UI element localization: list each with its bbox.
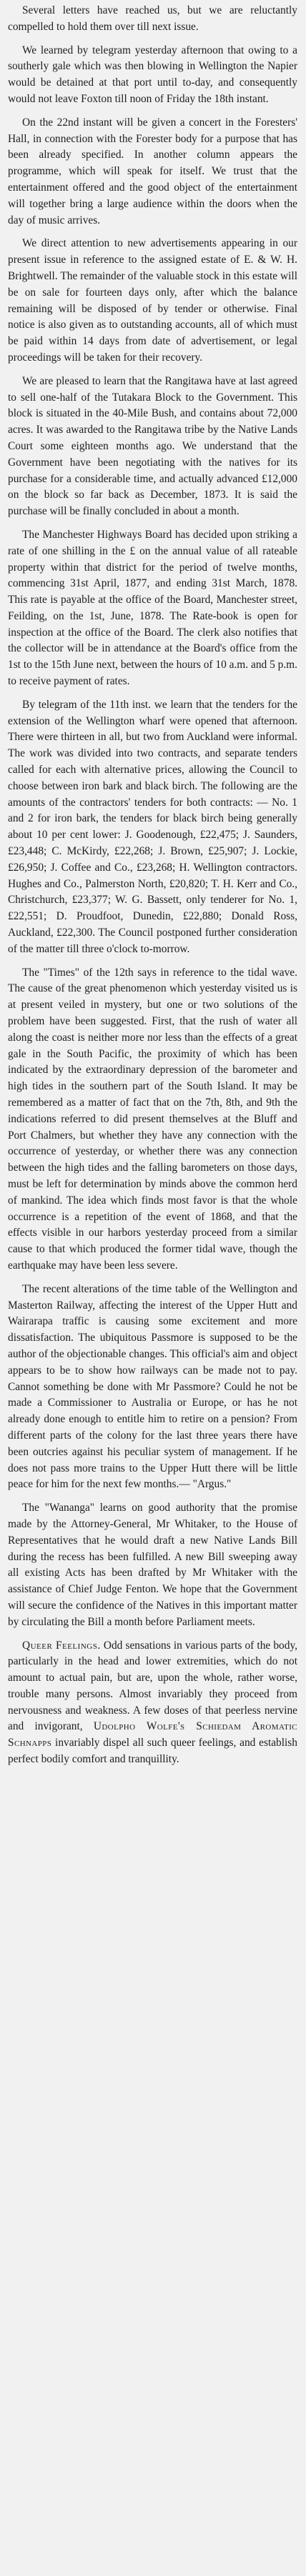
paragraph-railway-timetable: The recent alterations of the time table of the Wellington and Masterton Railway, affecting the interest of the Upper Hutt and Wairarapa traffic is causing some excitement and more dissatisfaction. The ubiquitous Passmore is supposed to be the author of the objectionable changes. This official's aim and object appears to be to show how railways can be made not to pay. Cannot something be done with Mr Passmore? Could he not be made a Commissioner to Australia or Europe, or has he not already done enough to entitle him to retire on a pension? From different parts of the colony for the last three years there have been outcries against his peculiar system of management. If he does not pass more trains to the Upper Hutt there will be little peace for him for the next few months.— "Argus.": [8, 1282, 297, 1491]
paragraph-napier-steamer: We learned by telegram yesterday afternoon that owing to a southerly gale which was then blowing in Wellington the Napier would be detained at that port until to-day, and consequently would not leave Foxton till noon of Friday the 18th instant.: [8, 44, 297, 105]
paragraph-wellington-wharf-tenders: By telegram of the 11th inst. we learn that the tenders for the extension of the Wellington wharf were opened that afternoon. There were thirteen in all, but two from Auckland were informal. The work was divided into two contracts, and separate tenders called for each with alternative prices, allowing the Council to choose between iron bark and black birch. The following are the amounts of the contractors' tenders for both contracts: — No. 1 and 2 for iron bark, the tenders for black birch being generally about 10 per cent lower: J. Goodenough, £22,475; J. Saunders, £23,448; C. McKirdy, £22,268; J. Brown, £25,907; J. Lockie, £26,950; J. Coffee and Co., £23,268; H. Wellington contractors. Hughes and Co., Palmerston North, £20,820; T. H. Kerr and Co., Christchurch, £23,377; W. G. Bassett, only tenderer for No. 1, £22,551; D. Proudfoot, Dunedin, £22,880; Donald Ross, Auckland, £22,300. The Council postponed further consideration of the matter till three o'clock to-morrow.: [8, 698, 297, 955]
paragraph-native-lands-bill: The "Wananga" learns on good authority that the promise made by the Attorney-General, Mr Whitaker, to the House of Representatives that he would draft a new Native Lands Bill during the recess has been fulfilled. A new Bill sweeping away all existing Acts has been drafted by Mr Whitaker with the assistance of Chief Judge Fenton. We hope that the Government will secure the confidence of the Natives in this important matter by circulating the Bill a month before Parliament meets.: [8, 1502, 297, 1628]
paragraph-letters-notice: Several letters have reached us, but we are reluctantly compelled to hold them over till next issue.: [8, 4, 297, 33]
paragraph-brightwell-estate: We direct attention to new advertisements appearing in our present issue in reference to the assigned estate of E. & W. H. Brightwell. The remainder of the valuable stock in this estate will be on sale for fourteen days only, after which the balance remaining will be disposed of by tender or otherwise. Final notice is also given as to outstanding accounts, all of which must be paid within 14 days from date of advertisement, or legal proceedings will be taken for their recovery.: [8, 237, 297, 364]
paragraph-foresters-concert: On the 22nd instant will be given a concert in the Foresters' Hall, in connection with the Forester body for a purpose that has been already specified. In another column appears the programme, which will speak for itself. We trust that the entertainment offered and the good object of the entertainment will together bring a large audience within the doors when the day of music arrives.: [8, 116, 297, 226]
advert-body-text: Odd sensations in various parts of the body, particularly in the head and lower extremities, which do not amount to actual pain, but are, upon the whole, rather worse, trouble many persons. Almost invariably they proceed from nervousness and weakness. A few doses of that peerless nervine and invigorant,: [8, 1639, 297, 1733]
advert-brand-name: Udolpho Wolfe's Schiedam Aromatic Schnapps: [8, 1720, 297, 1749]
paragraph-queer-feelings-advert: [8, 1638, 297, 1768]
paragraph-manchester-highways-board: The Manchester Highways Board has decided upon striking a rate of one shilling in the £ on the annual value of all rateable property within that district for the period of twelve months, commencing 31st April, 1877, and ending 31st March, 1878. This rate is payable at the office of the Board, Manchester street, Feilding, on the 1st, June, 1878. The Rate-book is open for inspection at the office of the Board. The clerk also notifies that the collector will be in attendance at the Board's office from the 1st to the 15th June next, between the hours of 10 a.m. and 5 p.m. to receive payment of rates.: [8, 528, 297, 688]
paragraph-tutakara-block: We are pleased to learn that the Rangitawa have at last agreed to sell one-half of the Tutakara Block to the Government. This block is situated in the 40-Mile Bush, and contains about 72,000 acres. It was awarded to the Rangitawa tribe by the Native Lands Court some eighteen months ago. We understand that the Government have been negotiating with the natives for its purchase for a considerable time, and actually advanced £12,000 on the block so far back as December, 1873. It is said the purchase will be finally concluded in about a month.: [8, 374, 297, 518]
advert-lead-heading: Queer Feelings.: [22, 1639, 101, 1652]
paragraph-tidal-wave: The "Times" of the 12th says in reference to the tidal wave. The cause of the great phenomenon which yesterday visited us is at present veiled in mystery, but one or two solutions of the problem have been suggested. First, that the rush of water all along the coast is neither more nor less than the effects of a great gale in the South Pacific, the proximity of which has been indicated by the extraordinary depression of the barometer and high tides in the southern part of the South Island. It may be remembered as a matter of fact that on the 7th, 8th, and 9th the indications referred to did present themselves at the Bluff and Port Chalmers, but whether they have any connection with the occurrence of yesterday, or whether there was any connection between the high tides and the falling barometers on those days, must be left for determination by minds above the common herd of mankind. The idea which finds most favor is that the whole occurrence is a repetition of the event of 1868, and that the effects visible in our harbors yesterday proceed from a similar cause to that which produced the former tidal wave, though the earthquake may have been less severe.: [8, 966, 297, 1272]
advert-closing-text: invariably dispel all such queer feelings, and establish perfect bodily comfort and tranquillity.: [8, 1737, 297, 1766]
